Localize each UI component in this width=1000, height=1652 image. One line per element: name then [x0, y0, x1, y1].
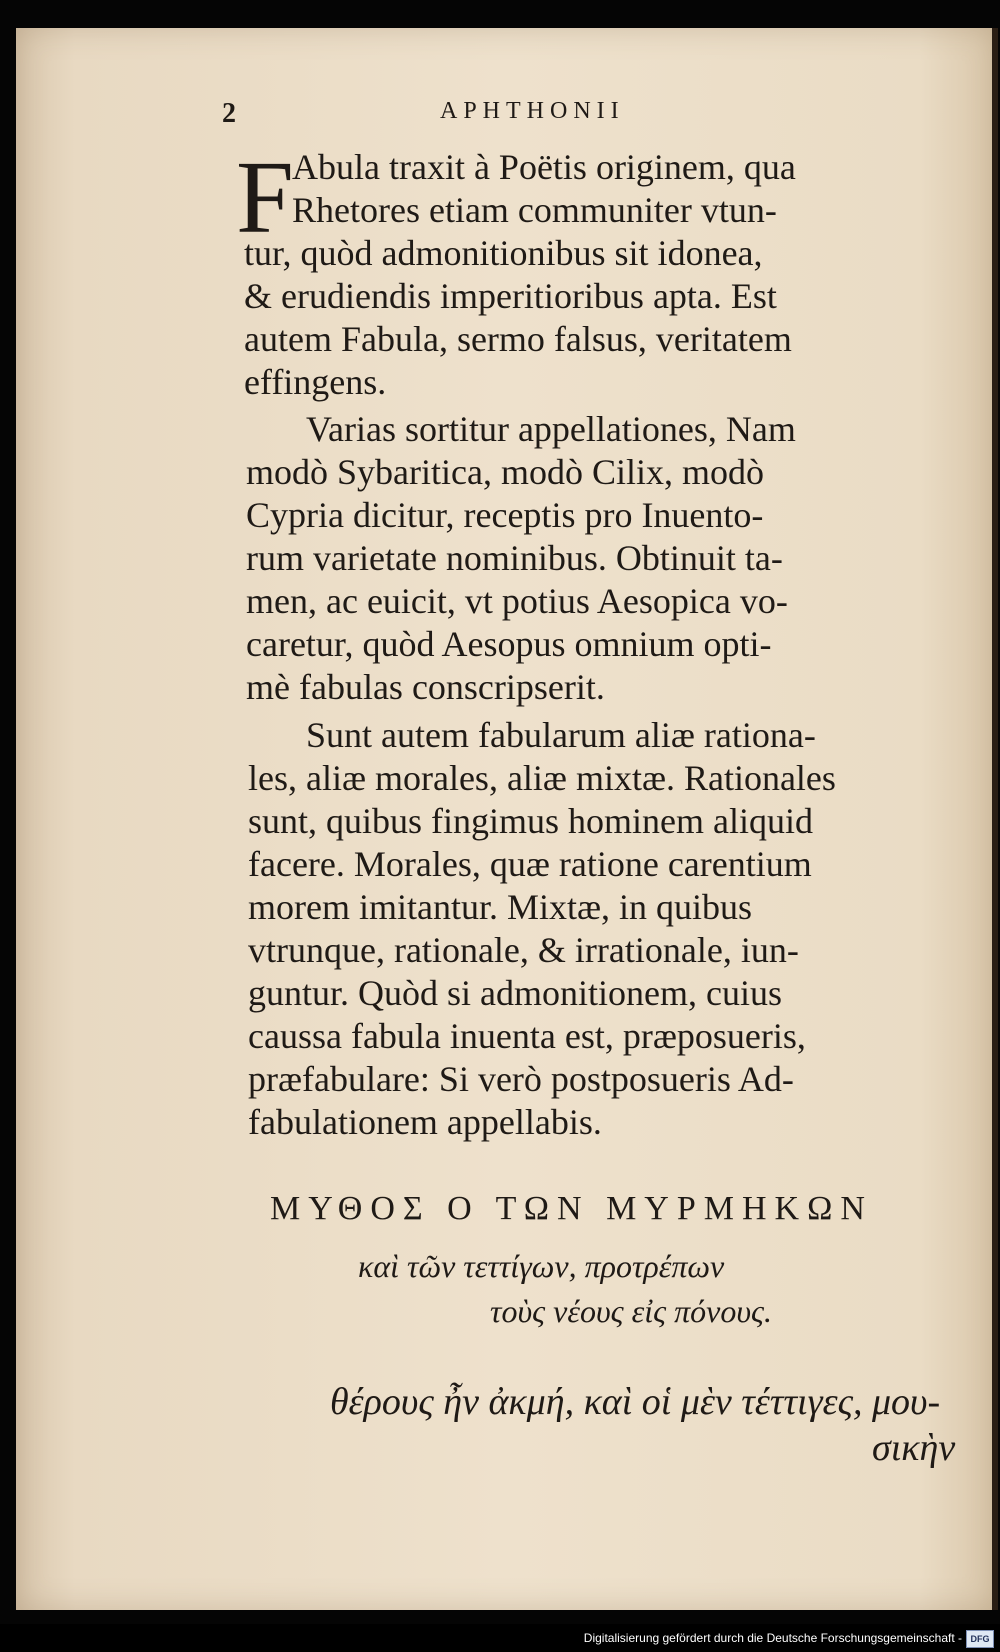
body-line: men, ac euicit, vt potius Aesopica vo-	[246, 581, 788, 621]
body-line: & erudiendis imperitioribus apta. Est	[244, 276, 777, 316]
body-line: autem Fabula, sermo falsus, veritatem	[244, 319, 792, 359]
running-head: APHTHONII	[440, 98, 625, 124]
body-line: caussa fabula inuenta est, præposueris,	[248, 1016, 806, 1056]
body-line: rum varietate nominibus. Obtinuit ta-	[246, 538, 783, 578]
body-line: mè fabulas conscripserit.	[246, 667, 605, 707]
body-line: vtrunque, rationale, & irrationale, iun-	[248, 930, 799, 970]
page-edge	[992, 28, 998, 1610]
drop-cap: F	[236, 140, 294, 255]
body-line: sunt, quibus fingimus hominem aliquid	[248, 801, 813, 841]
body-line: tur, quòd admonitionibus sit idonea,	[244, 233, 763, 273]
greek-heading: ΜΥΘΟΣ Ο ΤΩΝ ΜΥΡΜΗΚΩΝ	[270, 1190, 873, 1227]
body-line: guntur. Quòd si admonitionem, cuius	[248, 973, 782, 1013]
body-line: Abula traxit à Poëtis originem, qua	[292, 147, 796, 187]
body-line: caretur, quòd Aesopus omnium opti-	[246, 624, 772, 664]
greek-text-line: θέρους ἦν ἀκμή, καὶ οἱ μὲν τέττιγες, μου-	[330, 1381, 941, 1423]
body-line: effingens.	[244, 362, 387, 402]
dfg-logo: DFG	[966, 1630, 994, 1648]
body-line: facere. Morales, quæ ratione carentium	[248, 844, 812, 884]
body-line: fabulationem appellabis.	[248, 1102, 602, 1142]
page-number: 2	[222, 98, 236, 129]
greek-subheading-line: τοὺς νέους εἰς πόνους.	[490, 1293, 772, 1329]
body-line: Cypria dicitur, receptis pro Inuento-	[246, 495, 764, 535]
digitization-credit: Digitalisierung gefördert durch die Deutsche Forschungsgemeinschaft -	[583, 1631, 962, 1645]
body-line: præfabulare: Si verò postposueris Ad-	[248, 1059, 794, 1099]
body-line: les, aliæ morales, aliæ mixtæ. Rationales	[248, 758, 836, 798]
body-line: morem imitantur. Mixtæ, in quibus	[248, 887, 752, 927]
body-line: Sunt autem fabularum aliæ rationa-	[306, 715, 816, 755]
body-line: Varias sortitur appellationes, Nam	[306, 409, 796, 449]
body-line: Rhetores etiam communiter vtun-	[292, 190, 777, 230]
greek-text-line: σικὴν	[872, 1427, 956, 1469]
footer-bar	[0, 1624, 1000, 1652]
body-line: modò Sybaritica, modò Cilix, modò	[246, 452, 764, 492]
greek-subheading-line: καὶ τῶν τεττίγων, προτρέπων	[358, 1248, 725, 1284]
